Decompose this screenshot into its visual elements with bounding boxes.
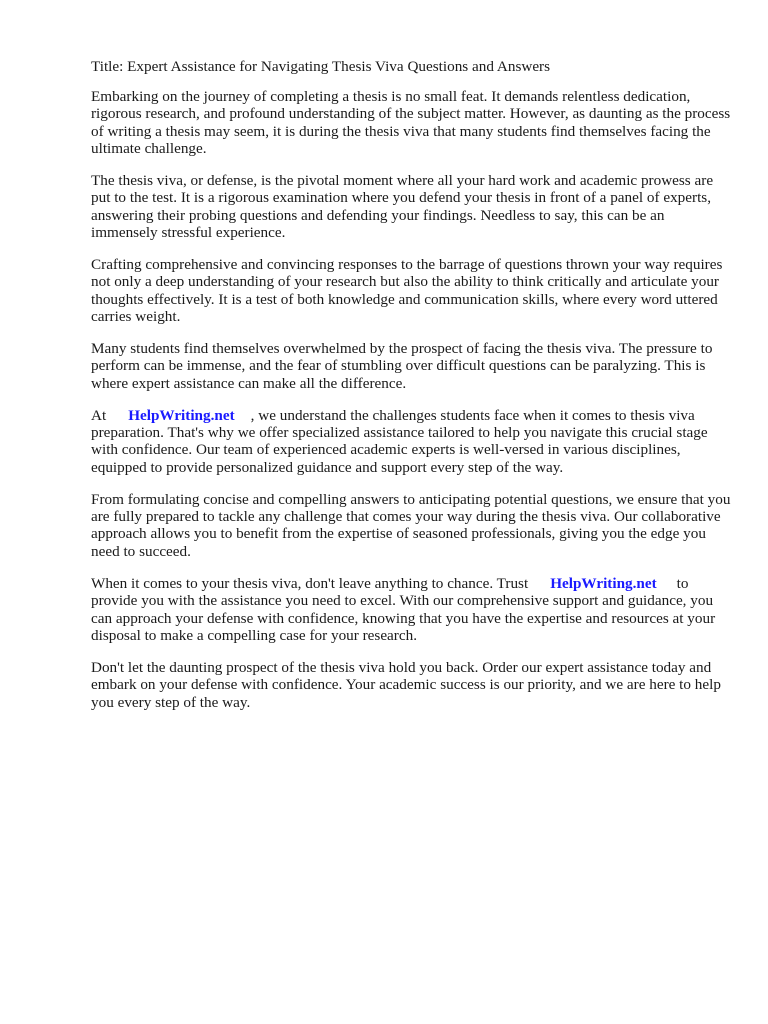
document-page	[91, 58, 731, 725]
document-title: Title: Expert Assistance for Navigating Thesis Viva Questions and Answers	[91, 58, 551, 75]
p7-lead-text: When it comes to your thesis viva, don't leave anything to chance. Trust	[91, 574, 529, 592]
paragraph-closing: Don't let the daunting prospect of the thesis viva hold you back. Order our expert assistance today and embark on your defense with confidence. Your academic success is our priority, and we are here to help you every step of the way.	[91, 658, 721, 711]
paragraph-overwhelmed: Many students find themselves overwhelmed by the prospect of facing the thesis viva. The pressure to perform can be immense, and the fear of stumbling over difficult questions can be paralyzing. This is where expert assistance can make all the difference.	[91, 340, 713, 392]
p5-body-text: , we understand the challenges students face when it comes to thesis viva preparation. That's why we offer specialized assistance tailored to help you navigate this crucial stage with confidence. Our team of experienced academic experts is well-versed in various disciplines, equipped to provide personalized guidance and support every step of the way.	[91, 406, 708, 476]
paragraph-trust	[91, 575, 731, 645]
p5-lead-text: At	[91, 406, 107, 424]
p7-body-text: to provide you with the assistance you need to excel. With our comprehensive support and guidance, you can approach your defense with confidence, knowing that you have the expertise and resources at your disposal to make a compelling case for your research.	[91, 574, 716, 644]
paragraph-formulating-answers: From formulating concise and compelling answers to anticipating potential questions, we ensure that you are fully prepared to tackle any challenge that comes your way during the thesis viva. Our collaborative approach allows you to benefit from the expertise of seasoned professionals, giving you the edge you need to succeed.	[91, 490, 731, 560]
helpwriting-link[interactable]: HelpWriting.net	[128, 406, 235, 424]
paragraph-crafting-responses: Crafting comprehensive and convincing responses to the barrage of questions thrown your way requires not only a deep understanding of your research but also the ability to think critically and articulate your thoughts effectively. It is a test of both knowledge and communication skills, where every word uttered carries weight.	[91, 256, 723, 326]
paragraph-viva-definition: The thesis viva, or defense, is the pivotal moment where all your hard work and academic prowess are put to the test. It is a rigorous examination where you defend your thesis in front of a panel of experts, answering their probing questions and defending your findings. Needless to say, this can be an immensely stressful experience.	[91, 172, 714, 242]
paragraph-helpwriting-intro	[91, 407, 731, 477]
paragraph-intro: Embarking on the journey of completing a thesis is no small feat. It demands relentless dedication, rigorous research, and profound understanding of the subject matter. However, as daunting as the process of writing a thesis may seem, it is during the thesis viva that many students find themselves facing the ultimate challenge.	[91, 88, 731, 158]
helpwriting-link[interactable]: HelpWriting.net	[550, 574, 657, 592]
